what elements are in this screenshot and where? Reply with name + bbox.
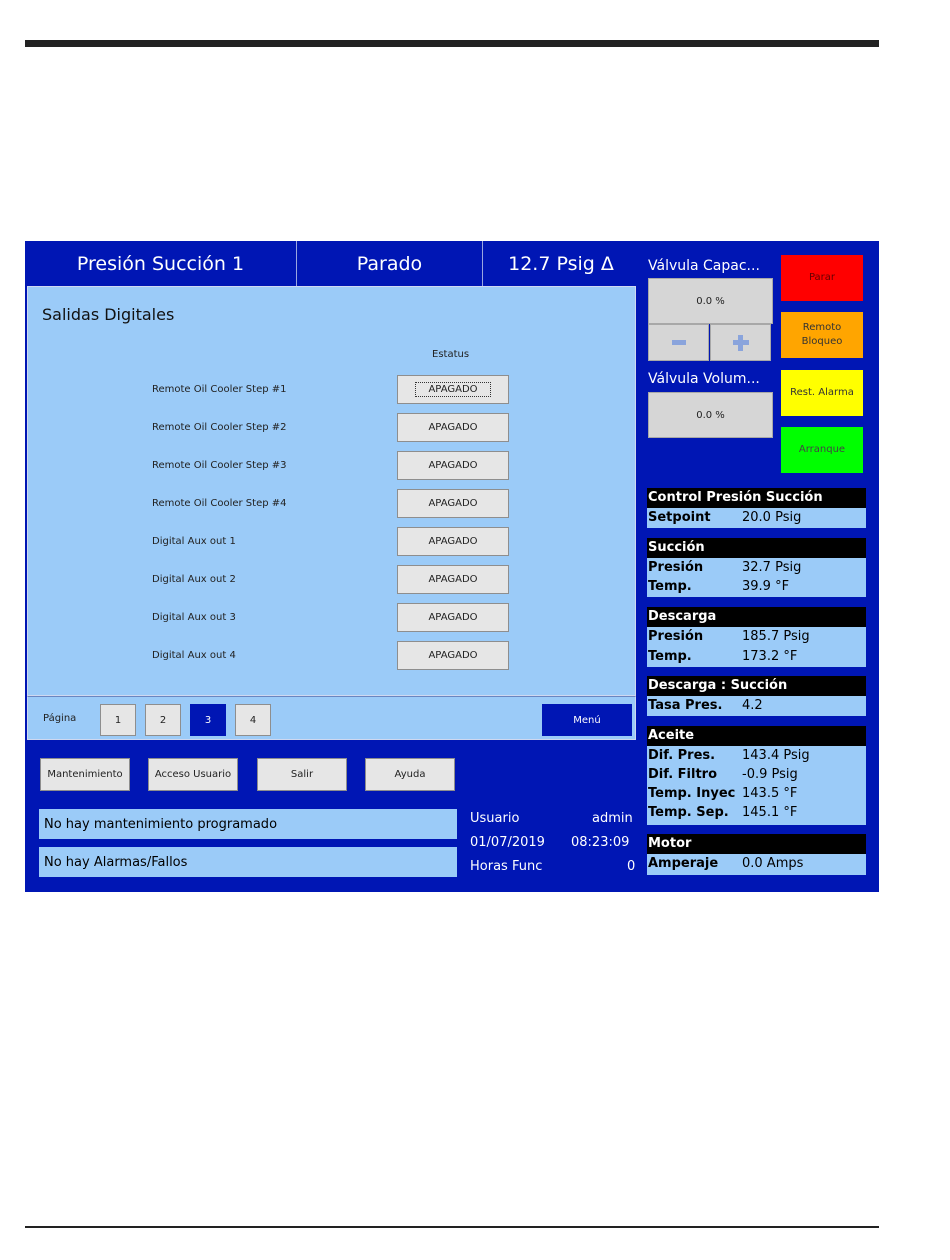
output-label: Remote Oil Cooler Step #2 [152,422,287,433]
output-status-button[interactable] [397,375,509,404]
increase-button[interactable] [710,324,771,361]
ratio-section-title: Descarga : Succión [647,676,866,696]
volume-valve-label: Válvula Volum... [648,371,760,387]
oil-row-label: Dif. Pres. [648,748,716,763]
oil-row-value: 143.5 °F [742,786,798,801]
start-button[interactable]: Arranque [781,427,863,473]
time-value: 08:23:09 [571,835,630,850]
setpoint-value: 20.0 Psig [742,510,802,525]
menu-button[interactable]: Menú [542,704,632,736]
discharge-pressure-value: 185.7 Psig [742,629,810,644]
oil-row-label: Temp. Inyec [648,786,736,801]
suction-temp-label: Temp. [648,579,692,594]
setpoint-label: Setpoint [648,510,711,525]
output-status-button[interactable]: APAGADO [397,565,509,594]
output-label: Digital Aux out 3 [152,612,236,623]
output-status-button[interactable]: APAGADO [397,489,509,518]
plus-icon [733,335,749,351]
oil-section-title: Aceite [647,726,866,746]
page-button-3[interactable]: 3 [190,704,226,736]
user-label: Usuario [470,811,520,826]
pagination-bar [27,696,636,740]
run-hours-label: Horas Func [470,859,543,874]
header-value: 12.7 Psig Δ [508,252,614,275]
discharge-section-title: Descarga [647,607,866,627]
amperage-label: Amperaje [648,856,719,871]
output-status-button[interactable]: APAGADO [397,603,509,632]
output-status-button[interactable]: APAGADO [397,641,509,670]
page-button-1[interactable]: 1 [100,704,136,736]
help-button[interactable]: Ayuda [365,758,455,791]
suction-temp-value: 39.9 °F [742,579,790,594]
oil-row-value: -0.9 Psig [742,767,798,782]
oil-section [647,746,866,825]
user-access-button[interactable]: Acceso Usuario [148,758,238,791]
hmi-screen [25,241,879,892]
oil-row-value: 145.1 °F [742,805,798,820]
suction-pressure-value: 32.7 Psig [742,560,802,575]
control-section [647,508,866,528]
reset-alarm-button[interactable]: Rest. Alarma [781,370,863,416]
status-column-header: Estatus [432,349,470,360]
output-label: Remote Oil Cooler Step #4 [152,498,287,509]
pressure-ratio-value: 4.2 [742,698,763,713]
output-label: Digital Aux out 2 [152,574,236,585]
capacity-valve-label: Válvula Capac... [648,258,760,274]
page-button-4[interactable]: 4 [235,704,271,736]
page-button-2[interactable]: 2 [145,704,181,736]
discharge-temp-label: Temp. [648,649,692,664]
page-label: Página [43,713,77,724]
output-status-button[interactable]: APAGADO [397,527,509,556]
header-state: Parado [297,241,483,286]
decrease-button[interactable] [648,324,709,361]
oil-row-value: 143.4 Psig [742,748,810,763]
run-hours-value: 0 [627,859,636,874]
digital-outputs-panel [27,286,636,696]
discharge-temp-value: 173.2 °F [742,649,798,664]
user-value: admin [592,811,633,826]
exit-button[interactable]: Salir [257,758,347,791]
maintenance-message: No hay mantenimiento programado [39,809,457,839]
oil-row-label: Dif. Filtro [648,767,718,782]
output-label: Digital Aux out 1 [152,536,236,547]
capacity-valve-value: 0.0 % [648,278,773,324]
output-label: Digital Aux out 4 [152,650,236,661]
bottom-rule [25,1226,879,1228]
stop-button[interactable]: Parar [781,255,863,301]
suction-section-title: Succión [647,538,866,558]
pressure-ratio-label: Tasa Pres. [648,698,723,713]
discharge-pressure-label: Presión [648,629,704,644]
minus-icon [672,340,686,345]
ratio-section [647,696,866,716]
motor-section-title: Motor [647,834,866,854]
oil-row-label: Temp. Sep. [648,805,729,820]
volume-valve-value: 0.0 % [648,392,773,438]
top-rule [25,40,879,47]
output-status-text: APAGADO [415,382,490,397]
panel-title: Salidas Digitales [42,305,175,324]
date-value: 01/07/2019 [470,835,545,850]
amperage-value: 0.0 Amps [742,856,804,871]
suction-section [647,558,866,597]
discharge-section [647,627,866,667]
output-label: Remote Oil Cooler Step #3 [152,460,287,471]
control-section-title: Control Presión Succión [647,488,866,508]
suction-pressure-label: Presión [648,560,704,575]
motor-section [647,854,866,875]
header-title: Presión Succión 1 [25,241,297,286]
remote-lock-button[interactable]: Remoto Bloqueo [781,312,863,358]
output-label: Remote Oil Cooler Step #1 [152,384,287,395]
output-status-button[interactable]: APAGADO [397,413,509,442]
alarm-message: No hay Alarmas/Fallos [39,847,457,877]
maintenance-button[interactable]: Mantenimiento [40,758,130,791]
output-status-button[interactable]: APAGADO [397,451,509,480]
